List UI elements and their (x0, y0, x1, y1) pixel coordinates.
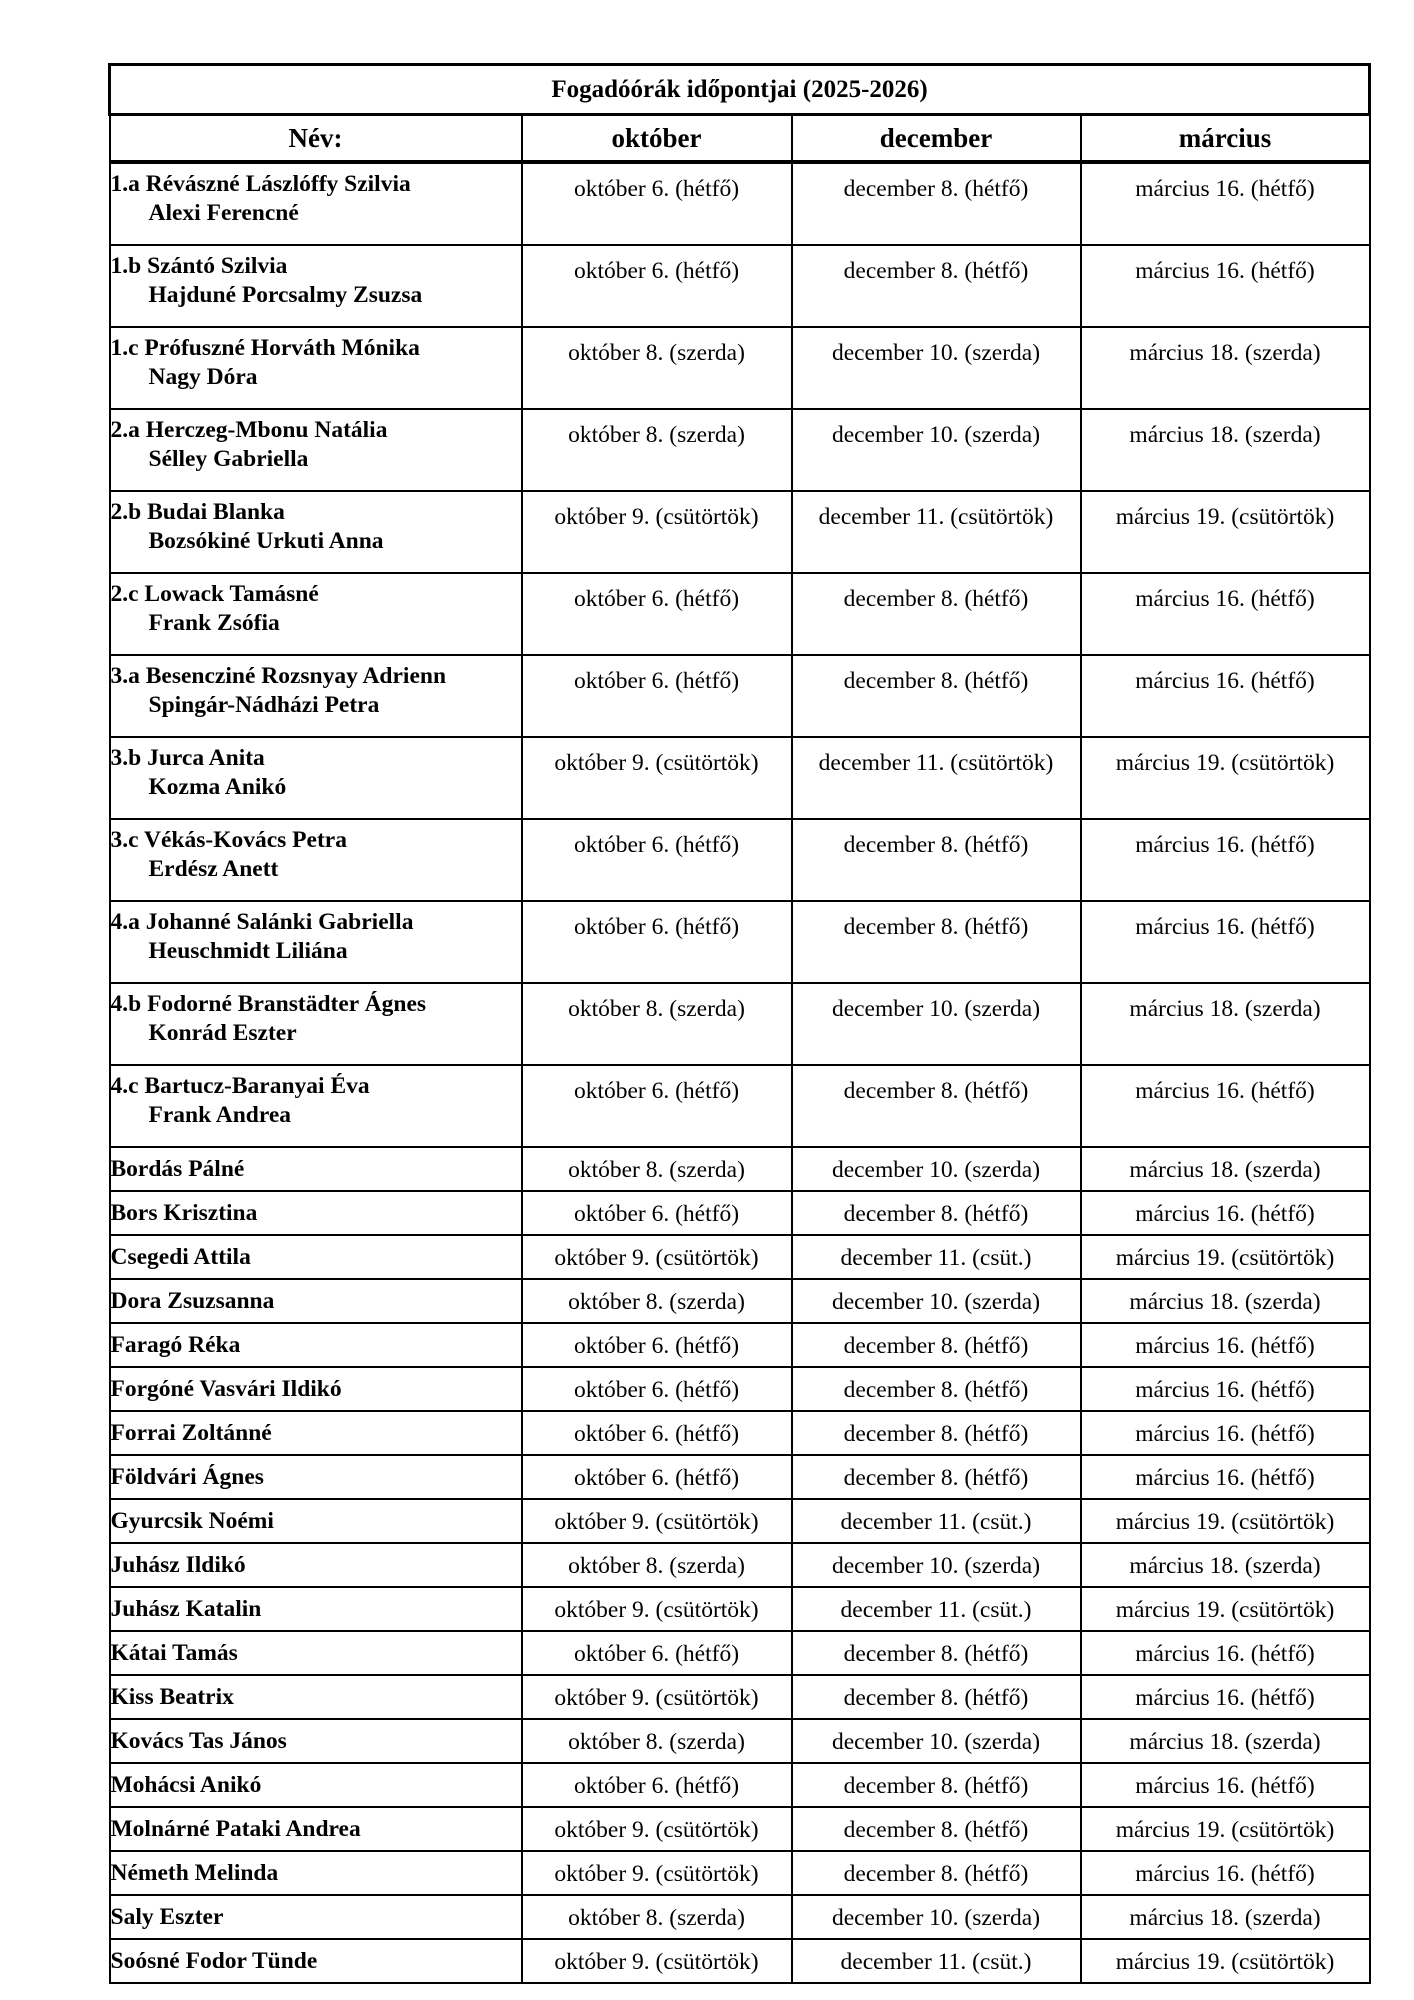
december-date: december 10. (szerda) (792, 1895, 1081, 1939)
marcius-date: március 16. (hétfő) (1081, 162, 1370, 245)
staff-row (110, 1279, 1370, 1323)
marcius-date: március 16. (hétfő) (1081, 1411, 1370, 1455)
staff-row (110, 1499, 1370, 1543)
oktober-date: október 6. (hétfő) (522, 1323, 792, 1367)
teacher-name-primary: 1.b Szántó Szilvia (110, 253, 288, 279)
december-date: december 10. (szerda) (792, 1279, 1081, 1323)
teacher-names (110, 491, 522, 573)
marcius-date: március 16. (hétfő) (1081, 1065, 1370, 1147)
header-december: december (792, 115, 1081, 163)
oktober-date: október 8. (szerda) (522, 983, 792, 1065)
december-date: december 8. (hétfő) (792, 819, 1081, 901)
oktober-date: október 6. (hétfő) (522, 819, 792, 901)
class-row (110, 573, 1370, 655)
oktober-date: október 9. (csütörtök) (522, 1587, 792, 1631)
december-date: december 11. (csütörtök) (792, 737, 1081, 819)
marcius-date: március 18. (szerda) (1081, 1543, 1370, 1587)
staff-row (110, 1455, 1370, 1499)
oktober-date: október 8. (szerda) (522, 1543, 792, 1587)
december-date: december 8. (hétfő) (792, 1367, 1081, 1411)
oktober-date: október 6. (hétfő) (522, 655, 792, 737)
december-date: december 11. (csüt.) (792, 1587, 1081, 1631)
december-date: december 8. (hétfő) (792, 1851, 1081, 1895)
marcius-date: március 16. (hétfő) (1081, 245, 1370, 327)
december-date: december 10. (szerda) (792, 327, 1081, 409)
marcius-date: március 19. (csütörtök) (1081, 1807, 1370, 1851)
oktober-date: október 9. (csütörtök) (522, 737, 792, 819)
class-row (110, 327, 1370, 409)
class-row (110, 819, 1370, 901)
staff-row (110, 1719, 1370, 1763)
december-date: december 10. (szerda) (792, 1719, 1081, 1763)
oktober-date: október 6. (hétfő) (522, 1191, 792, 1235)
teacher-name: Forgóné Vasvári Ildikó (110, 1367, 522, 1411)
class-row (110, 162, 1370, 245)
teacher-names (110, 327, 522, 409)
december-date: december 8. (hétfő) (792, 655, 1081, 737)
oktober-date: október 8. (szerda) (522, 1719, 792, 1763)
teacher-name-secondary: Spingár-Nádházi Petra (148, 692, 380, 718)
teacher-names (110, 573, 522, 655)
teacher-name: Forrai Zoltánné (110, 1411, 522, 1455)
december-date: december 10. (szerda) (792, 983, 1081, 1065)
teacher-name: Saly Eszter (110, 1895, 522, 1939)
staff-row (110, 1631, 1370, 1675)
class-row (110, 245, 1370, 327)
oktober-date: október 6. (hétfő) (522, 1455, 792, 1499)
december-date: december 8. (hétfő) (792, 1065, 1081, 1147)
marcius-date: március 16. (hétfő) (1081, 1455, 1370, 1499)
marcius-date: március 16. (hétfő) (1081, 1323, 1370, 1367)
staff-row (110, 1807, 1370, 1851)
oktober-date: október 9. (csütörtök) (522, 1675, 792, 1719)
december-date: december 10. (szerda) (792, 1147, 1081, 1191)
header-row (110, 115, 1370, 163)
header-marcius: március (1081, 115, 1370, 163)
teacher-name: Bors Krisztina (110, 1191, 522, 1235)
table-title: Fogadóórák időpontjai (2025-2026) (110, 65, 1370, 115)
teacher-name-secondary: Heuschmidt Liliána (148, 938, 348, 964)
class-row (110, 409, 1370, 491)
marcius-date: március 19. (csütörtök) (1081, 1499, 1370, 1543)
class-row (110, 901, 1370, 983)
marcius-date: március 18. (szerda) (1081, 1147, 1370, 1191)
teacher-name-secondary: Frank Zsófia (148, 610, 280, 636)
december-date: december 11. (csüt.) (792, 1235, 1081, 1279)
december-date: december 8. (hétfő) (792, 1191, 1081, 1235)
teacher-name: Kátai Tamás (110, 1631, 522, 1675)
marcius-date: március 16. (hétfő) (1081, 1367, 1370, 1411)
staff-row (110, 1763, 1370, 1807)
header-name: Név: (110, 115, 522, 163)
teacher-name: Németh Melinda (110, 1851, 522, 1895)
teacher-name-primary: 4.a Johanné Salánki Gabriella (110, 909, 414, 935)
december-date: december 11. (csüt.) (792, 1499, 1081, 1543)
teacher-name: Dora Zsuzsanna (110, 1279, 522, 1323)
staff-row (110, 1939, 1370, 1983)
oktober-date: október 6. (hétfő) (522, 901, 792, 983)
marcius-date: március 18. (szerda) (1081, 1279, 1370, 1323)
oktober-date: október 9. (csütörtök) (522, 1235, 792, 1279)
december-date: december 8. (hétfő) (792, 1763, 1081, 1807)
teacher-names (110, 901, 522, 983)
marcius-date: március 18. (szerda) (1081, 983, 1370, 1065)
staff-row (110, 1895, 1370, 1939)
december-date: december 8. (hétfő) (792, 1411, 1081, 1455)
class-row (110, 491, 1370, 573)
teacher-name: Kovács Tas János (110, 1719, 522, 1763)
teacher-name-secondary: Alexi Ferencné (148, 200, 299, 226)
oktober-date: október 8. (szerda) (522, 1147, 792, 1191)
oktober-date: október 9. (csütörtök) (522, 1807, 792, 1851)
staff-row (110, 1411, 1370, 1455)
teacher-name-secondary: Nagy Dóra (148, 364, 258, 390)
teacher-names (110, 1065, 522, 1147)
oktober-date: október 6. (hétfő) (522, 162, 792, 245)
marcius-date: március 16. (hétfő) (1081, 573, 1370, 655)
teacher-name-secondary: Bozsókiné Urkuti Anna (148, 528, 384, 554)
oktober-date: október 9. (csütörtök) (522, 491, 792, 573)
teacher-names (110, 162, 522, 245)
teacher-names (110, 983, 522, 1065)
oktober-date: október 6. (hétfő) (522, 1631, 792, 1675)
december-date: december 8. (hétfő) (792, 1455, 1081, 1499)
december-date: december 8. (hétfő) (792, 1807, 1081, 1851)
title-row (110, 65, 1370, 115)
oktober-date: október 6. (hétfő) (522, 1367, 792, 1411)
staff-row (110, 1675, 1370, 1719)
marcius-date: március 19. (csütörtök) (1081, 737, 1370, 819)
class-row (110, 737, 1370, 819)
december-date: december 8. (hétfő) (792, 245, 1081, 327)
staff-row (110, 1235, 1370, 1279)
oktober-date: október 8. (szerda) (522, 1279, 792, 1323)
teacher-name-primary: 1.c Prófuszné Horváth Mónika (110, 335, 420, 361)
marcius-date: március 16. (hétfő) (1081, 1631, 1370, 1675)
teacher-name-primary: 2.a Herczeg-Mbonu Natália (110, 417, 388, 443)
oktober-date: október 8. (szerda) (522, 409, 792, 491)
december-date: december 11. (csüt.) (792, 1939, 1081, 1983)
teacher-name-primary: 2.b Budai Blanka (110, 499, 285, 525)
teacher-names (110, 819, 522, 901)
marcius-date: március 16. (hétfő) (1081, 1191, 1370, 1235)
teacher-name-primary: 2.c Lowack Tamásné (110, 581, 319, 607)
schedule-table (108, 63, 1371, 1984)
marcius-date: március 16. (hétfő) (1081, 901, 1370, 983)
teacher-name: Molnárné Pataki Andrea (110, 1807, 522, 1851)
teacher-name: Juhász Ildikó (110, 1543, 522, 1587)
teacher-name: Mohácsi Anikó (110, 1763, 522, 1807)
teacher-name: Soósné Fodor Tünde (110, 1939, 522, 1983)
staff-row (110, 1543, 1370, 1587)
teacher-names (110, 737, 522, 819)
teacher-name-secondary: Konrád Eszter (148, 1020, 297, 1046)
teacher-name-secondary: Hajduné Porcsalmy Zsuzsa (148, 282, 423, 308)
marcius-date: március 16. (hétfő) (1081, 1675, 1370, 1719)
teacher-name: Csegedi Attila (110, 1235, 522, 1279)
staff-row (110, 1587, 1370, 1631)
teacher-name: Bordás Pálné (110, 1147, 522, 1191)
teacher-name: Gyurcsik Noémi (110, 1499, 522, 1543)
oktober-date: október 9. (csütörtök) (522, 1499, 792, 1543)
teacher-names (110, 409, 522, 491)
december-date: december 8. (hétfő) (792, 162, 1081, 245)
teacher-name-primary: 4.b Fodorné Branstädter Ágnes (110, 991, 427, 1017)
teacher-name-secondary: Sélley Gabriella (148, 446, 309, 472)
teacher-name: Földvári Ágnes (110, 1455, 522, 1499)
teacher-names (110, 655, 522, 737)
oktober-date: október 6. (hétfő) (522, 245, 792, 327)
oktober-date: október 9. (csütörtök) (522, 1939, 792, 1983)
teacher-name-primary: 3.a Besencziné Rozsnyay Adrienn (110, 663, 447, 689)
teacher-name-primary: 3.c Vékás-Kovács Petra (110, 827, 347, 853)
class-row (110, 655, 1370, 737)
december-date: december 8. (hétfő) (792, 1675, 1081, 1719)
teacher-name-secondary: Kozma Anikó (148, 774, 287, 800)
teacher-name: Juhász Katalin (110, 1587, 522, 1631)
teacher-names (110, 245, 522, 327)
december-date: december 10. (szerda) (792, 409, 1081, 491)
oktober-date: október 6. (hétfő) (522, 1411, 792, 1455)
staff-row (110, 1323, 1370, 1367)
marcius-date: március 19. (csütörtök) (1081, 1939, 1370, 1983)
teacher-name: Faragó Réka (110, 1323, 522, 1367)
staff-row (110, 1367, 1370, 1411)
oktober-date: október 8. (szerda) (522, 327, 792, 409)
oktober-date: október 6. (hétfő) (522, 1065, 792, 1147)
staff-row (110, 1851, 1370, 1895)
teacher-name-primary: 3.b Jurca Anita (110, 745, 265, 771)
staff-row (110, 1191, 1370, 1235)
oktober-date: október 8. (szerda) (522, 1895, 792, 1939)
teacher-name-primary: 1.a Révászné Lászlóffy Szilvia (110, 171, 411, 197)
teacher-name-primary: 4.c Bartucz-Baranyai Éva (110, 1073, 370, 1099)
teacher-name-secondary: Erdész Anett (148, 856, 279, 882)
marcius-date: március 16. (hétfő) (1081, 819, 1370, 901)
december-date: december 8. (hétfő) (792, 901, 1081, 983)
marcius-date: március 16. (hétfő) (1081, 655, 1370, 737)
december-date: december 11. (csütörtök) (792, 491, 1081, 573)
december-date: december 8. (hétfő) (792, 1323, 1081, 1367)
marcius-date: március 16. (hétfő) (1081, 1763, 1370, 1807)
marcius-date: március 18. (szerda) (1081, 327, 1370, 409)
december-date: december 8. (hétfő) (792, 1631, 1081, 1675)
oktober-date: október 6. (hétfő) (522, 573, 792, 655)
marcius-date: március 18. (szerda) (1081, 409, 1370, 491)
staff-row (110, 1147, 1370, 1191)
class-row (110, 1065, 1370, 1147)
marcius-date: március 19. (csütörtök) (1081, 1235, 1370, 1279)
marcius-date: március 18. (szerda) (1081, 1719, 1370, 1763)
marcius-date: március 16. (hétfő) (1081, 1851, 1370, 1895)
marcius-date: március 19. (csütörtök) (1081, 491, 1370, 573)
class-row (110, 983, 1370, 1065)
oktober-date: október 6. (hétfő) (522, 1763, 792, 1807)
marcius-date: március 18. (szerda) (1081, 1895, 1370, 1939)
december-date: december 8. (hétfő) (792, 573, 1081, 655)
oktober-date: október 9. (csütörtök) (522, 1851, 792, 1895)
teacher-name: Kiss Beatrix (110, 1675, 522, 1719)
marcius-date: március 19. (csütörtök) (1081, 1587, 1370, 1631)
header-oktober: október (522, 115, 792, 163)
teacher-name-secondary: Frank Andrea (148, 1102, 292, 1128)
december-date: december 10. (szerda) (792, 1543, 1081, 1587)
